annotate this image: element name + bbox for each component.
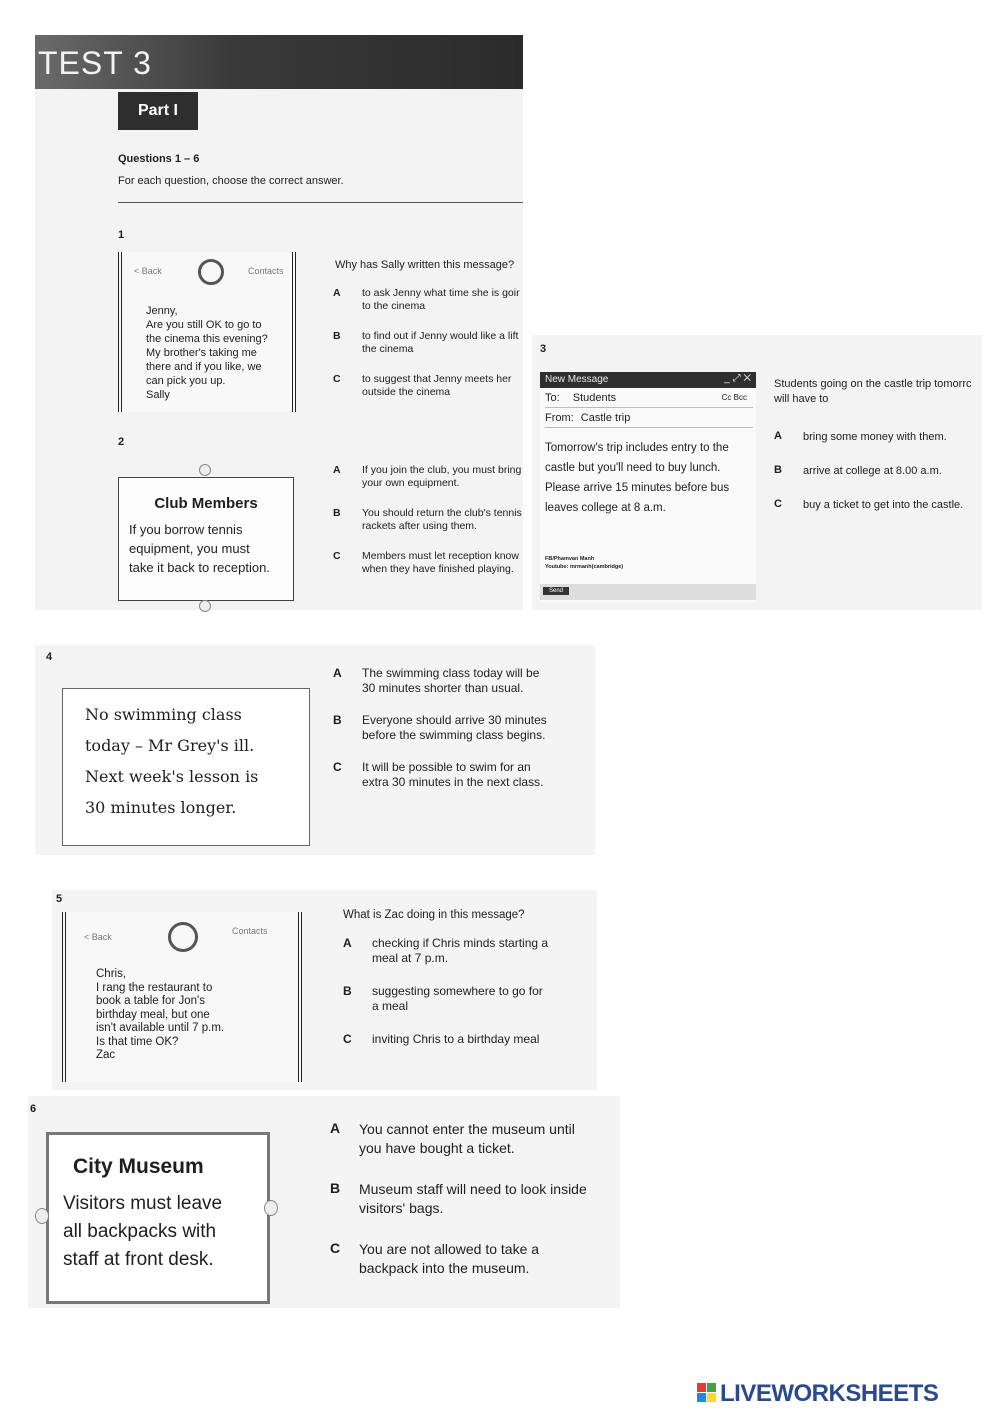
message-line: I rang the restaurant to [96, 981, 213, 994]
email-to-row [545, 392, 753, 408]
option-text: to ask Jenny what time she is goir to the cinema [362, 287, 520, 312]
answer-option-c[interactable] [330, 1240, 620, 1278]
sign-title: City Museum [73, 1155, 204, 1178]
message-line: birthday meal, but one [96, 1008, 210, 1021]
email-title-bar [540, 372, 756, 388]
answer-option-c[interactable] [333, 373, 523, 399]
back-link[interactable]: < Back [134, 266, 162, 276]
question-number-5: 5 [56, 893, 63, 905]
answer-option-a[interactable] [774, 430, 980, 444]
answer-option-a[interactable] [333, 666, 593, 696]
option-text: suggesting somewhere to go for a meal [372, 984, 543, 1013]
window-controls-icon[interactable]: _ ⤢ ✕ [724, 373, 751, 384]
message-line: Chris, [96, 968, 127, 980]
option-text: You should return the club's tennis rackets after using them. [362, 507, 522, 532]
option-letter: A [774, 430, 782, 442]
sign-line: Visitors must leave [63, 1193, 223, 1214]
sign-line: all backpacks with [63, 1221, 217, 1242]
test-title: TEST 3 [38, 45, 152, 81]
option-letter: A [333, 287, 341, 299]
notice-line: equipment, you must [129, 541, 250, 556]
answer-option-c[interactable] [774, 498, 980, 512]
option-letter: C [333, 550, 341, 562]
pin-icon [199, 600, 211, 612]
option-letter: B [333, 330, 341, 342]
message-line: Are you still OK to go to [146, 319, 262, 331]
option-letter: A [343, 936, 352, 950]
answer-option-b[interactable] [330, 1180, 620, 1218]
museum-sign [46, 1132, 270, 1304]
email-footer-line: Youtube: mrmanh(cambridge) [545, 564, 624, 570]
answer-option-a[interactable] [333, 287, 523, 313]
question-1-text: Why has Sally written this message? [335, 259, 515, 271]
option-text: to find out if Jenny would like a lift the cinema [362, 330, 519, 355]
divider [118, 202, 523, 203]
question-number-3: 3 [540, 343, 547, 355]
option-letter: C [330, 1240, 341, 1256]
to-label: To: [545, 392, 560, 404]
message-line: Jenny, [146, 305, 178, 317]
notice-line: If you borrow tennis [129, 522, 243, 537]
question-3-options [774, 430, 980, 532]
option-text: arrive at college at 8.00 a.m. [803, 465, 942, 477]
email-body-line: castle but you'll need to buy lunch. [545, 462, 721, 474]
pin-icon [199, 464, 211, 476]
club-notice [118, 477, 294, 601]
note-text [85, 699, 305, 823]
answer-option-b[interactable] [774, 464, 980, 478]
liveworksheets-logo[interactable] [697, 1380, 994, 1406]
note-line: today – Mr Grey's ill. [85, 736, 255, 755]
answer-option-b[interactable] [343, 984, 593, 1014]
option-text: You cannot enter the museum until you have bought a ticket. [359, 1121, 575, 1156]
notice-line: take it back to reception. [129, 560, 270, 575]
user-avatar-icon [168, 922, 198, 952]
email-window [540, 372, 756, 602]
phone-message-1 [118, 252, 296, 412]
phone-message-5 [62, 912, 302, 1082]
option-text: It will be possible to swim for an extra 30 minutes in the next class. [362, 760, 544, 789]
email-body-line: Tomorrow's trip includes entry to the [545, 442, 729, 454]
answer-option-c[interactable] [333, 550, 523, 576]
option-letter: A [333, 666, 342, 680]
cc-bcc[interactable]: Cc Bcc [721, 393, 747, 402]
option-text: to suggest that Jenny meets her outside the cinema [362, 373, 512, 398]
option-letter: B [333, 507, 341, 519]
handwritten-note [62, 688, 310, 846]
notice-title: Club Members [154, 495, 258, 512]
option-letter: B [774, 464, 782, 476]
option-text: Museum staff will need to look inside visitors' bags. [359, 1181, 587, 1216]
message-line: book a table for Jon's [96, 995, 205, 1007]
from-value: Castle trip [580, 412, 631, 424]
logo-text: LIVEWORKSHEETS [720, 1380, 939, 1407]
answer-option-c[interactable] [333, 760, 593, 790]
email-footer [545, 555, 623, 571]
option-text: The swimming class today will be 30 minutes shorter than usual. [362, 666, 540, 695]
answer-option-b[interactable] [333, 507, 523, 533]
message-line: there and if you like, we [146, 361, 262, 373]
logo-mark-icon [697, 1383, 717, 1403]
message-line: the cinema this evening? [146, 333, 268, 345]
question-4-options [333, 666, 593, 807]
user-avatar-icon [198, 259, 224, 285]
message-line: My brother's taking me [146, 347, 257, 359]
question-2-options [333, 464, 523, 593]
part-badge: Part I [118, 92, 198, 130]
question-number-4: 4 [46, 651, 53, 663]
question-number-1: 1 [118, 229, 125, 241]
option-letter: A [330, 1120, 341, 1136]
note-line: 30 minutes longer. [85, 798, 237, 817]
message-line: Zac [96, 1049, 116, 1061]
option-letter: B [333, 713, 342, 727]
option-text: inviting Chris to a birthday meal [372, 1032, 540, 1046]
questions-header: Questions 1 – 6 [118, 153, 200, 165]
sign-body [63, 1190, 267, 1274]
message-line: can pick you up. [146, 375, 226, 387]
option-text: Everyone should arrive 30 minutes before the swimming class begins. [362, 713, 547, 742]
to-value[interactable]: Students [572, 392, 617, 404]
email-footer-line: FB/Phamvan Manh [545, 556, 595, 562]
answer-option-b[interactable] [333, 330, 523, 356]
answer-option-a[interactable] [330, 1120, 620, 1158]
note-line: Next week's lesson is [85, 767, 259, 786]
question-6-options [330, 1120, 620, 1300]
answer-option-a[interactable] [333, 464, 523, 490]
email-body-line: leaves college at 8 a.m. [545, 502, 666, 514]
message-text [146, 304, 286, 402]
question-5-options [343, 936, 593, 1065]
notice-body [129, 520, 291, 577]
option-text: If you join the club, you must bring your own equipment. [362, 464, 522, 489]
email-body-line: Please arrive 15 minutes before bus [545, 482, 730, 494]
contacts-link[interactable]: Contacts [248, 266, 284, 276]
from-label: From: [545, 412, 574, 424]
message-line: Is that time OK? [96, 1035, 179, 1048]
email-body [545, 438, 755, 518]
pin-icon [35, 1208, 49, 1224]
sign-line: staff at front desk. [63, 1249, 214, 1270]
option-letter: C [333, 760, 342, 774]
question-number-6: 6 [30, 1103, 37, 1115]
message-text [96, 968, 296, 1063]
option-letter: C [333, 373, 341, 385]
message-line: isn't available until 7 p.m. [96, 1022, 225, 1034]
email-toolbar [540, 584, 756, 600]
option-text: bring some money with them. [803, 431, 947, 443]
option-letter: A [333, 464, 341, 476]
option-letter: B [343, 984, 352, 998]
email-window-title: New Message [545, 374, 609, 385]
option-letter: C [774, 498, 782, 510]
back-link[interactable]: < Back [84, 932, 112, 942]
question-3-text: Students going on the castle trip tomorrc will have to [774, 378, 972, 405]
question-5-text: What is Zac doing in this message? [343, 909, 525, 921]
instruction-text: For each question, choose the correct answer. [118, 175, 344, 187]
send-button[interactable]: Send [543, 587, 569, 595]
answer-option-a[interactable] [343, 936, 593, 966]
pin-icon [264, 1200, 278, 1216]
message-line: Sally [146, 389, 170, 401]
question-number-2: 2 [118, 436, 125, 448]
option-text: Members must let reception know when they have finished playing. [362, 550, 519, 575]
question-1-options [333, 287, 523, 416]
option-letter: B [330, 1180, 341, 1196]
contacts-link[interactable]: Contacts [232, 926, 268, 936]
note-line: No swimming class [85, 705, 242, 724]
option-text: You are not allowed to take a backpack into the museum. [359, 1241, 540, 1276]
option-text: buy a ticket to get into the castle. [803, 499, 964, 511]
option-text: checking if Chris minds starting a meal at 7 p.m. [372, 936, 549, 965]
answer-option-b[interactable] [333, 713, 593, 743]
answer-option-c[interactable] [343, 1032, 593, 1047]
email-from-row [545, 412, 753, 428]
option-letter: C [343, 1032, 352, 1046]
